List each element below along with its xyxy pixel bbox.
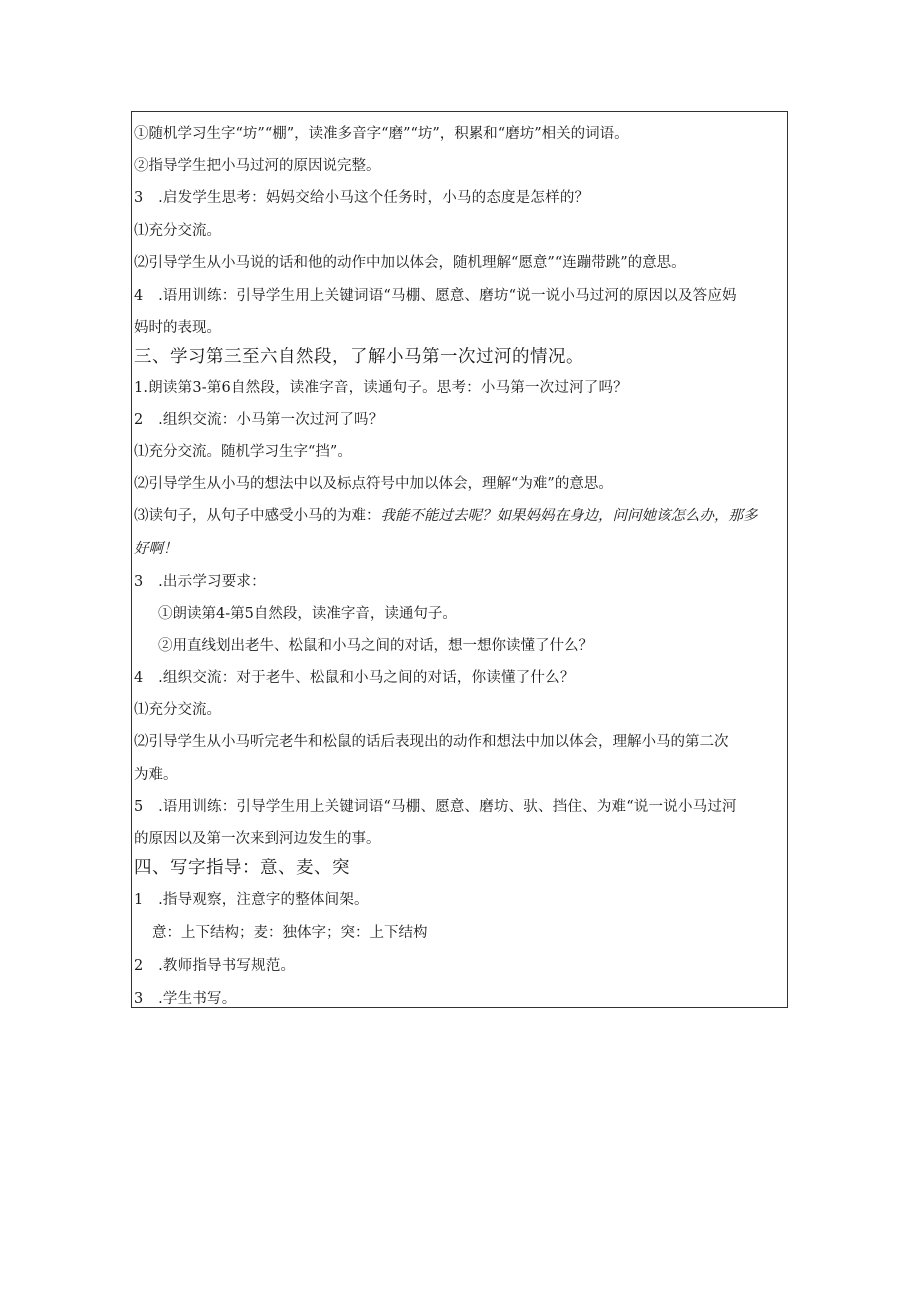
text-line: ⑵引导学生从小马的想法中以及标点符号中加以体会，理解“为难”的意思。 [134,476,613,492]
text-line: 1 .指导观察，注意字的整体间架。 [134,892,369,908]
text-line: 5 .语用训练：引导学生用上关键词语“马棚、愿意、磨坊、驮、挡住、为难“说一说小马过河 [134,799,737,815]
text-line: 2 .组织交流：小马第一次过河了吗？ [134,412,384,428]
text-line: ⑴充分交流。随机学习生字“挡”。 [134,444,352,460]
text-line: ②用直线划出老牛、松鼠和小马之间的对话，想一想你读懂了什么？ [158,638,593,654]
text-line: 3 .启发学生思考：妈妈交给小马这个任务时，小马的态度是怎样的？ [134,190,590,206]
text-line: 4 .语用训练：引导学生用上关键词语“马棚、愿意、磨坊“说一说小马过河的原因以及答应妈 [134,288,737,304]
text-line: 意：上下结构；麦：独体字；突：上下结构 [152,925,428,941]
text-line: 3 .学生书写。 [134,991,237,1007]
text-line: 的原因以及第一次来到河边发生的事。 [134,831,381,847]
text-line: 妈时的表现。 [134,320,221,336]
text-line: ②指导学生把小马过河的原因说完整。 [134,158,381,174]
text-line: 为难。 [134,767,178,783]
text-line: ⑵引导学生从小马听完老牛和松鼠的话后表现出的动作和想法中加以体会，理解小马的第二次 [134,734,729,750]
text-line: ⑵引导学生从小马说的话和他的动作中加以体会，随机理解“愿意”“连蹦带跳”的意思。 [134,255,686,271]
text-line: ⑴充分交流。 [134,223,221,239]
handwritten-quote: 好啊！ [134,541,178,557]
section-heading: 三、学习第三至六自然段，了解小马第一次过河的情况。 [134,347,584,367]
text-line: 3 .出示学习要求： [134,574,266,590]
text-line: 4 .组织交流：对于老牛、松鼠和小马之间的对话，你读懂了什么？ [134,670,575,686]
text-prefix: ⑶读句子，从句子中感受小马的为难： [134,508,381,524]
section-heading: 四、写字指导：意、麦、突 [134,858,350,878]
text-line [134,506,784,526]
text-line: 1.朗读第3-第6自然段，读准字音，读通句子。思考：小马第一次过河了吗？ [134,380,628,396]
text-line: ①朗读第4-第5自然段，读准字音，读通句子。 [158,606,457,622]
text-line: 2 .教师指导书写规范。 [134,958,296,974]
handwritten-quote: 我能不能过去呢？如果妈妈在身边，问问她该怎么办，那多 [380,508,758,524]
text-line: ⑴充分交流。 [134,702,221,718]
text-line: ①随机学习生字“坊”“棚”，读准多音字“磨”“坊”，积累和“磨坊”相关的词语。 [134,126,629,142]
